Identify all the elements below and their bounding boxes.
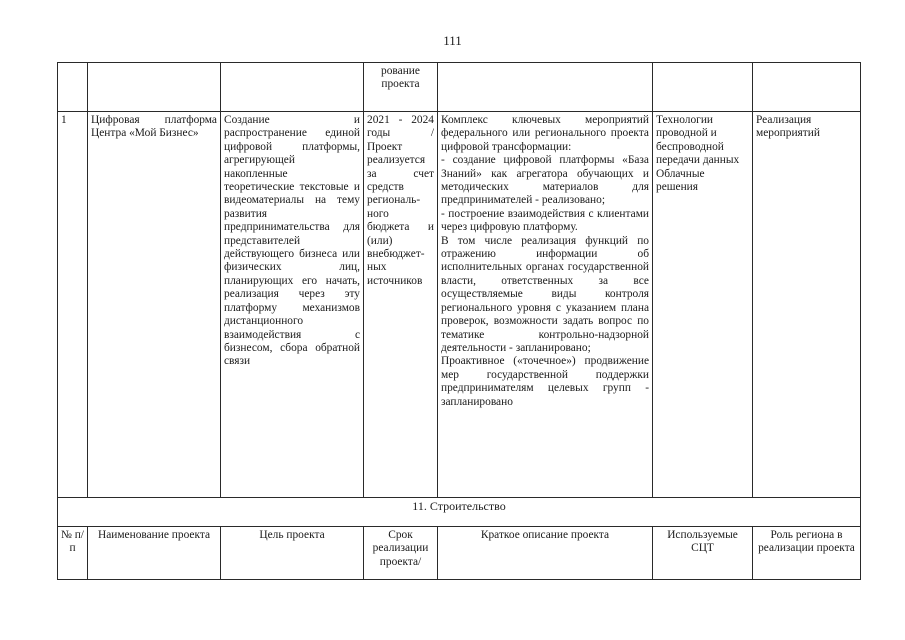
project-timeline: 2021 - 2024 годы / Проект реализуется за счет средств региональ-ного бюджета и (или) внебюджет-ных источников <box>364 112 438 498</box>
header-technologies: Используемые СЦТ <box>653 527 753 580</box>
cont-tech-cell <box>653 63 753 112</box>
project-num: 1 <box>58 112 88 498</box>
cont-role-cell <box>753 63 861 112</box>
description-paragraph: - создание цифровой платформы «База Знаний» как агрегатора обучающих и методических материалов для предпринимателей - реализовано; <box>441 154 649 207</box>
header-name: Наименование проекта <box>88 527 221 580</box>
header-role: Роль региона в реализации проекта <box>753 527 861 580</box>
project-role: Реализация мероприятий <box>753 112 861 498</box>
cont-name-cell <box>88 63 221 112</box>
description-paragraph: Проактивное («точечное») продвижение мер государственной поддержки предпринимателям целевых групп - запланировано <box>441 355 649 408</box>
header-row <box>58 527 861 580</box>
header-timeline: Срок реализации проекта/ <box>364 527 438 580</box>
page-number: 111 <box>443 33 462 48</box>
cont-goal-cell <box>221 63 364 112</box>
description-paragraph: Комплекс ключевых мероприятий федерального или регионального проекта цифровой трансформации: <box>441 114 649 153</box>
cont-num-cell <box>58 63 88 112</box>
project-goal: Создание и распространение единой цифровой платформы, агрегирующей накопленные теоретические текстовые и видеоматериалы на тему развития предпринимательства для представителей действующего бизнеса или физических лиц, планирующих его начать, реализация через эту платформу механизмов дистанционного взаимодействия с бизнесом, сбора обратной связи <box>221 112 364 498</box>
project-name: Цифровая платформа Центра «Мой Бизнес» <box>88 112 221 498</box>
header-description: Краткое описание проекта <box>438 527 653 580</box>
section-row <box>58 498 861 527</box>
cont-timeline-cell: рование проекта <box>364 63 438 112</box>
project-technologies: Технологии проводной и беспроводной передачи данных Облачные решения <box>653 112 753 498</box>
header-num: № п/п <box>58 527 88 580</box>
projects-table <box>57 62 861 580</box>
project-row <box>58 112 861 498</box>
description-paragraph: В том числе реализация функций по отражению информации об исполнительных органах государственной власти, ответственных за все осуществляемые виды контроля регионального уровня с указанием плана проверок, возможности задать вопрос по тематике контрольно-надзорной деятельности - запланировано; <box>441 234 649 354</box>
section-title: 11. Строительство <box>58 498 861 527</box>
description-paragraph: - построение взаимодействия с клиентами через цифровую платформу. <box>441 207 649 234</box>
header-goal: Цель проекта <box>221 527 364 580</box>
cont-description-cell <box>438 63 653 112</box>
project-description <box>438 112 653 498</box>
continuation-row <box>58 63 861 112</box>
